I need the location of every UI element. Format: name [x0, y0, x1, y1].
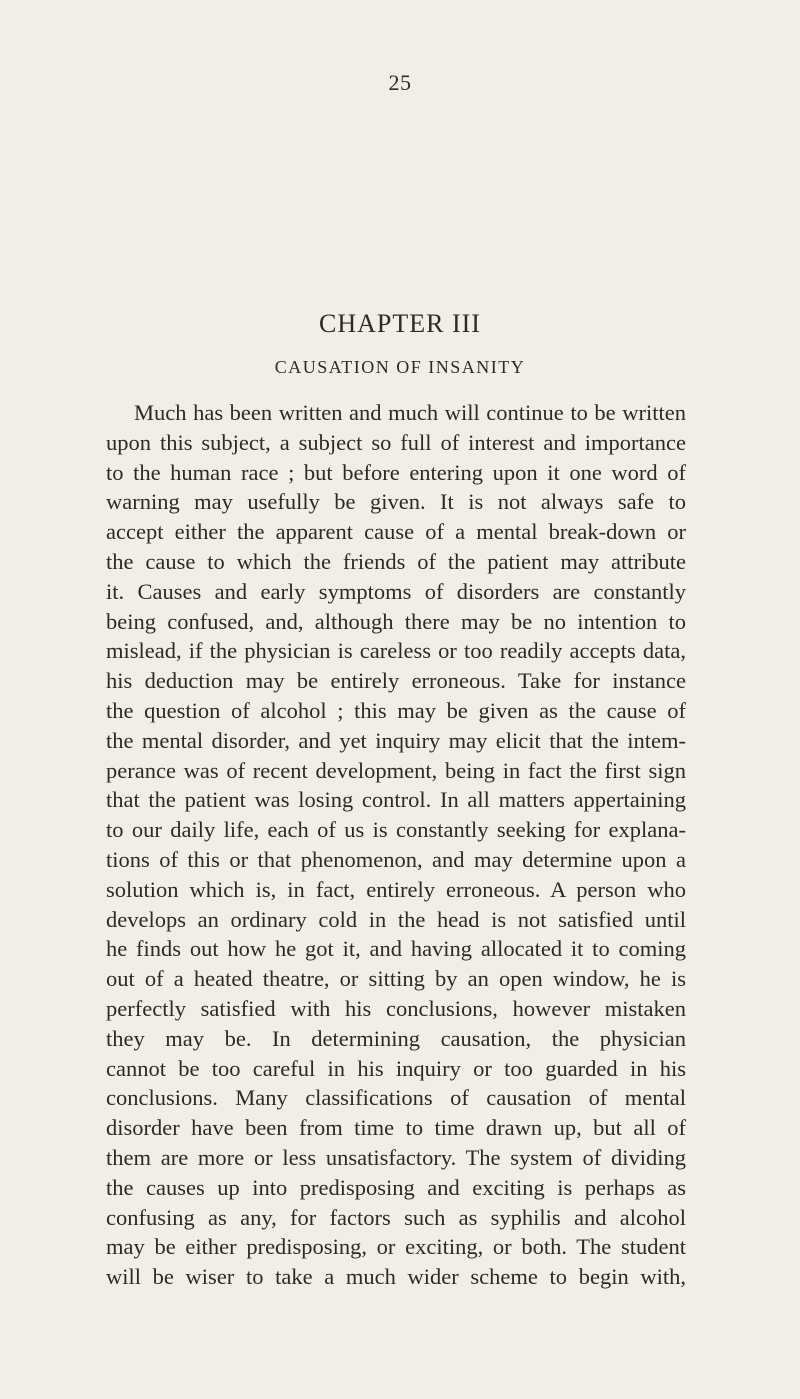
text-line: disorder have been from time to time drawn up, but all of: [106, 1115, 686, 1141]
chapter-subtitle: CAUSATION OF INSANITY: [274, 357, 526, 377]
text-line: them are more or less unsatisfactory. The system of dividing: [106, 1144, 686, 1170]
text-line: out of a heated theatre, or sitting by an open window, he is: [106, 966, 686, 992]
page-number: 25: [388, 70, 412, 95]
text-line: Much has been written and much will continue to be written: [134, 400, 686, 425]
text-line: accept either the apparent cause of a mental break-down or: [106, 519, 686, 545]
text-line: tions of this or that phenomenon, and may determine upon a: [106, 846, 686, 872]
body-paragraph: [106, 398, 686, 1292]
text-line: he finds out how he got it, and having allocated it to coming: [106, 936, 686, 962]
text-line: being confused, and, although there may be no intention to: [106, 608, 686, 634]
text-line: it. Causes and early symptoms of disorders are constantly: [106, 578, 686, 604]
text-line: cannot be too careful in his inquiry or too guarded in his: [106, 1055, 686, 1081]
text-line: will be wiser to take a much wider scheme to begin with,: [106, 1264, 686, 1290]
text-line: may be either predisposing, or exciting, or both. The student: [106, 1234, 686, 1260]
chapter-heading: CHAPTER III: [319, 309, 481, 338]
text-line: the causes up into predisposing and exciting is perhaps as: [106, 1174, 686, 1200]
text-line: to the human race ; but before entering upon it one word of: [106, 459, 686, 485]
text-line: perfectly satisfied with his conclusions, however mistaken: [106, 995, 686, 1021]
text-line: that the patient was losing control. In all matters appertaining: [106, 787, 686, 813]
text-line: they may be. In determining causation, the physician: [106, 1025, 686, 1051]
text-line: solution which is, in fact, entirely erroneous. A person who: [106, 876, 686, 902]
text-line: conclusions. Many classifications of causation of mental: [106, 1085, 686, 1111]
text-line: confusing as any, for factors such as syphilis and alcohol: [106, 1204, 686, 1230]
text-line: the cause to which the friends of the patient may attribute: [106, 548, 686, 574]
text-line: mislead, if the physician is careless or too readily accepts data,: [106, 638, 686, 664]
text-line: perance was of recent development, being in fact the first sign: [106, 757, 686, 783]
text-line: warning may usefully be given. It is not always safe to: [106, 489, 686, 515]
text-line: his deduction may be entirely erroneous. Take for instance: [106, 668, 686, 694]
text-line: the question of alcohol ; this may be given as the cause of: [106, 697, 686, 723]
text-line: develops an ordinary cold in the head is not satisfied until: [106, 906, 686, 932]
text-line: the mental disorder, and yet inquiry may elicit that the intem-: [106, 727, 686, 753]
text-line: to our daily life, each of us is constantly seeking for explana-: [106, 817, 686, 843]
text-line: upon this subject, a subject so full of interest and importance: [106, 429, 686, 455]
